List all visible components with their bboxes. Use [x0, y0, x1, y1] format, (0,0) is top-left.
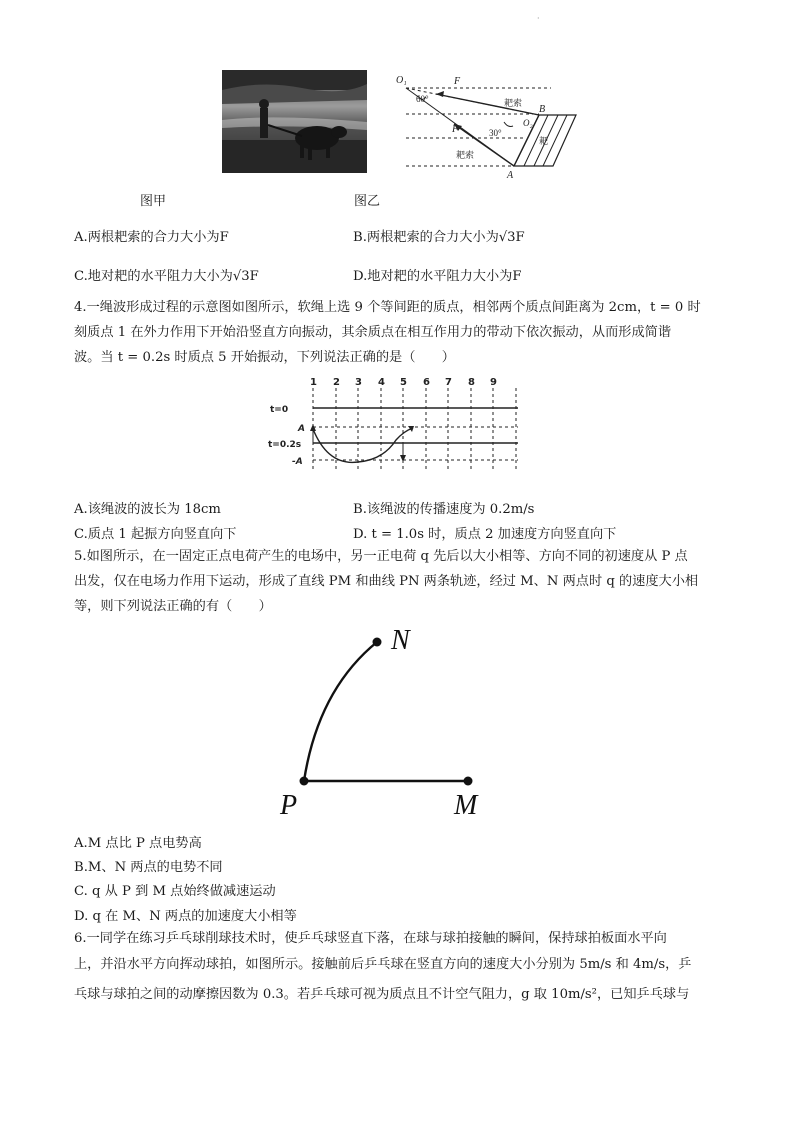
rake-force-diagram	[396, 66, 586, 181]
label-b: B	[539, 104, 546, 115]
label-rope-top: 耙索	[504, 99, 523, 109]
particle-label-8: 8	[468, 377, 475, 388]
q3-option-d: D.地对耙的水平阻力大小为F	[353, 269, 522, 284]
q6-stem-line2: 上，并沿水平方向挥动球拍，如图所示。接触前后乒乓球在竖直方向的速度大小分别为 5m/s 和 4m/s，乒	[74, 957, 692, 972]
q6-stem-line3: 乓球与球拍之间的动摩擦因数为 0.3。若乒乓球可视为质点且不计空气阻力，g 取 10m/s²，已知乒乓球与	[74, 987, 690, 1002]
q5-stem-line1: 5.如图所示，在一固定正点电荷产生的电场中，另一正电荷 q 先后以大小相等、方向不同的初速度从 P 点	[74, 549, 688, 564]
q5-option-d: D. q 在 M、N 两点的加速度大小相等	[74, 909, 297, 924]
label-neg-a: -A	[292, 457, 303, 467]
particle-label-4: 4	[378, 377, 385, 388]
scan-speck: ·	[537, 14, 540, 23]
caption-fig-b: 图乙	[354, 194, 381, 209]
point-m	[464, 777, 473, 786]
q6-stem-line1: 6.一同学在练习乒乓球削球技术时，使乒乓球竖直下落，在球与球拍接触的瞬间，保持球拍板面水平向	[74, 931, 667, 946]
caption-fig-a: 图甲	[140, 194, 167, 209]
label-n: N	[391, 625, 410, 656]
curve-pn	[304, 642, 377, 781]
q5-option-c: C. q 从 P 到 M 点始终做减速运动	[74, 884, 276, 899]
q4-option-c: C.质点 1 起振方向竖直向下	[74, 527, 237, 542]
q5-stem-line3: 等，则下列说法正确的有（ ）	[74, 599, 272, 614]
q4-option-d: D. t = 1.0s 时，质点 2 加速度方向竖直向下	[353, 527, 617, 542]
label-rake: 耙	[539, 137, 549, 147]
q4-stem-line2: 刻质点 1 在外力作用下开始沿竖直方向振动，其余质点在相互作用力的带动下依次振动，从而形成简谐	[74, 325, 672, 340]
q5-stem-line2: 出发，仅在电场力作用下运动，形成了直线 PM 和曲线 PN 两条轨迹，经过 M、N 两点时 q 的速度大小相	[74, 574, 699, 589]
particle-label-9: 9	[490, 377, 497, 388]
label-t0: t=0	[270, 405, 289, 415]
trajectory-figure	[270, 620, 510, 825]
label-o2: O₂	[523, 118, 533, 128]
label-p: P	[280, 790, 298, 821]
label-60deg: 60°	[416, 94, 429, 104]
label-m: M	[454, 790, 478, 821]
label-f-mid: F	[452, 124, 459, 135]
label-30deg: 30°	[489, 128, 502, 138]
particle-label-5: 5	[400, 377, 407, 388]
label-f-top: F	[454, 76, 461, 87]
q4-stem-line1: 4.一绳波形成过程的示意图如图所示，软绳上选 9 个等间距的质点，相邻两个质点间距离为 2cm，t = 0 时	[74, 300, 701, 315]
q5-option-a: A.M 点比 P 点电势高	[74, 836, 202, 851]
label-a: A	[507, 170, 514, 181]
q4-option-b: B.该绳波的传播速度为 0.2m/s	[353, 502, 535, 517]
particle-label-7: 7	[445, 377, 452, 388]
particle-label-3: 3	[355, 377, 362, 388]
q5-option-b: B.M、N 两点的电势不同	[74, 860, 223, 875]
label-t02: t=0.2s	[268, 440, 302, 450]
q3-option-a: A.两根耙索的合力大小为F	[74, 230, 229, 245]
point-n	[373, 638, 382, 647]
label-o1: O₁	[396, 75, 407, 86]
particle-label-1: 1	[310, 377, 317, 388]
particle-label-2: 2	[333, 377, 340, 388]
rope-wave-figure	[268, 374, 528, 474]
q3-option-b: B.两根耙索的合力大小为√3F	[353, 230, 525, 245]
particle-label-6: 6	[423, 377, 430, 388]
q4-option-a: A.该绳波的波长为 18cm	[74, 502, 221, 517]
label-amp-a: A	[298, 424, 305, 434]
q4-stem-line3: 波。当 t = 0.2s 时质点 5 开始振动，下列说法正确的是（ ）	[74, 350, 455, 365]
ox-plough-photo	[222, 70, 367, 173]
q3-option-c: C.地对耙的水平阻力大小为√3F	[74, 269, 259, 284]
label-rope-bottom: 耙索	[456, 151, 475, 161]
point-p	[300, 777, 309, 786]
